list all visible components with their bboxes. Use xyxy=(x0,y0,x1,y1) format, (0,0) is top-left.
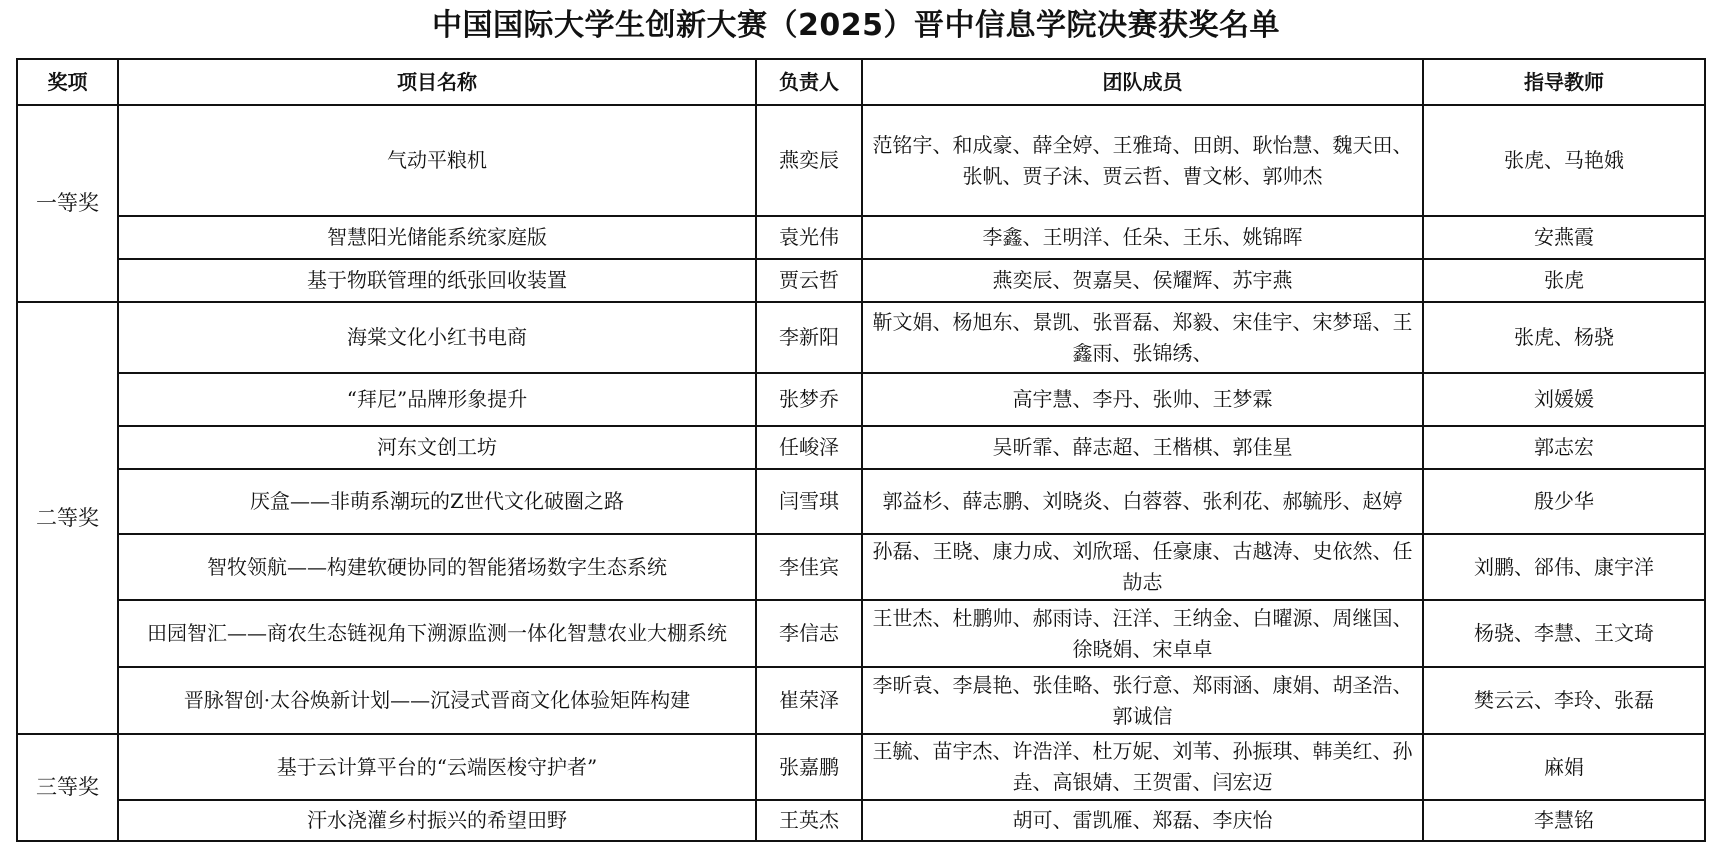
leader-name: 贾云哲 xyxy=(756,259,862,302)
leader-name: 李信志 xyxy=(756,600,862,667)
header-award: 奖项 xyxy=(17,59,118,105)
table-row xyxy=(17,105,1705,216)
advisor-name: 樊云云、李玲、张磊 xyxy=(1423,667,1705,734)
team-members: 郭益杉、薛志鹏、刘晓炎、白蓉蓉、张利花、郝毓彤、赵婷 xyxy=(862,469,1423,534)
team-members: 胡可、雷凯雁、郑磊、李庆怡 xyxy=(862,800,1423,841)
leader-name: 闫雪琪 xyxy=(756,469,862,534)
project-name: 厌盒——非萌系潮玩的Z世代文化破圈之路 xyxy=(118,469,756,534)
leader-name: 袁光伟 xyxy=(756,216,862,259)
award-first: 一等奖 xyxy=(17,105,118,302)
table-row xyxy=(17,667,1705,734)
header-members: 团队成员 xyxy=(862,59,1423,105)
project-name: 智慧阳光储能系统家庭版 xyxy=(118,216,756,259)
project-name: 河东文创工坊 xyxy=(118,426,756,469)
project-name: 海棠文化小红书电商 xyxy=(118,302,756,373)
leader-name: 崔荣泽 xyxy=(756,667,862,734)
awards-table xyxy=(16,58,1706,842)
table-row xyxy=(17,600,1705,667)
leader-name: 李新阳 xyxy=(756,302,862,373)
advisor-name: 张虎、杨骁 xyxy=(1423,302,1705,373)
advisor-name: 刘鹏、郤伟、康宇洋 xyxy=(1423,534,1705,600)
award-third: 三等奖 xyxy=(17,734,118,841)
table-row xyxy=(17,302,1705,373)
table-row xyxy=(17,534,1705,600)
table-row xyxy=(17,800,1705,841)
header-advisor: 指导教师 xyxy=(1423,59,1705,105)
leader-name: 王英杰 xyxy=(756,800,862,841)
leader-name: 张嘉鹏 xyxy=(756,734,862,800)
advisor-name: 郭志宏 xyxy=(1423,426,1705,469)
team-members: 李鑫、王明洋、任朵、王乐、姚锦晖 xyxy=(862,216,1423,259)
team-members: 李昕袁、李晨艳、张佳略、张行意、郑雨涵、康娟、胡圣浩、郭诚信 xyxy=(862,667,1423,734)
advisor-name: 张虎、马艳娥 xyxy=(1423,105,1705,216)
advisor-name: 刘媛媛 xyxy=(1423,373,1705,426)
team-members: 高宇慧、李丹、张帅、王梦霖 xyxy=(862,373,1423,426)
header-project: 项目名称 xyxy=(118,59,756,105)
team-members: 王毓、苗宇杰、许浩洋、杜万妮、刘苇、孙振琪、韩美红、孙垚、高银婧、王贺雷、闫宏迈 xyxy=(862,734,1423,800)
table-row xyxy=(17,216,1705,259)
team-members: 靳文娟、杨旭东、景凯、张晋磊、郑毅、宋佳宇、宋梦瑶、王鑫雨、张锦绣、 xyxy=(862,302,1423,373)
team-members: 范铭宇、和成豪、薛全婷、王雅琦、田朗、耿怡慧、魏天田、张帆、贾子沫、贾云哲、曹文彬、郭帅杰 xyxy=(862,105,1423,216)
project-name: 智牧领航——构建软硬协同的智能猪场数字生态系统 xyxy=(118,534,756,600)
project-name: 气动平粮机 xyxy=(118,105,756,216)
award-second: 二等奖 xyxy=(17,302,118,734)
project-name: 田园智汇——商农生态链视角下溯源监测一体化智慧农业大棚系统 xyxy=(118,600,756,667)
leader-name: 李佳宾 xyxy=(756,534,862,600)
advisor-name: 杨骁、李慧、王文琦 xyxy=(1423,600,1705,667)
table-row xyxy=(17,426,1705,469)
table-row xyxy=(17,373,1705,426)
advisor-name: 殷少华 xyxy=(1423,469,1705,534)
project-name: 汗水浇灌乡村振兴的希望田野 xyxy=(118,800,756,841)
advisor-name: 张虎 xyxy=(1423,259,1705,302)
table-row xyxy=(17,734,1705,800)
advisor-name: 麻娟 xyxy=(1423,734,1705,800)
project-name: 基于物联管理的纸张回收装置 xyxy=(118,259,756,302)
leader-name: 燕奕辰 xyxy=(756,105,862,216)
page-title: 中国国际大学生创新大赛（2025）晋中信息学院决赛获奖名单 xyxy=(432,8,1280,43)
table-row xyxy=(17,469,1705,534)
advisor-name: 李慧铭 xyxy=(1423,800,1705,841)
team-members: 吴昕霏、薛志超、王楷棋、郭佳星 xyxy=(862,426,1423,469)
leader-name: 任峻泽 xyxy=(756,426,862,469)
project-name: 基于云计算平台的“云端医梭守护者” xyxy=(118,734,756,800)
leader-name: 张梦乔 xyxy=(756,373,862,426)
header-leader: 负责人 xyxy=(756,59,862,105)
team-members: 王世杰、杜鹏帅、郝雨诗、汪洋、王纳金、白曜源、周继国、徐晓娟、宋卓卓 xyxy=(862,600,1423,667)
advisor-name: 安燕霞 xyxy=(1423,216,1705,259)
header-row xyxy=(17,59,1705,105)
team-members: 燕奕辰、贺嘉昊、侯耀辉、苏宇燕 xyxy=(862,259,1423,302)
table-row xyxy=(17,259,1705,302)
team-members: 孙磊、王晓、康力成、刘欣瑶、任豪康、古越涛、史依然、任劼志 xyxy=(862,534,1423,600)
project-name: “拜尼”品牌形象提升 xyxy=(118,373,756,426)
project-name: 晋脉智创·太谷焕新计划——沉浸式晋商文化体验矩阵构建 xyxy=(118,667,756,734)
